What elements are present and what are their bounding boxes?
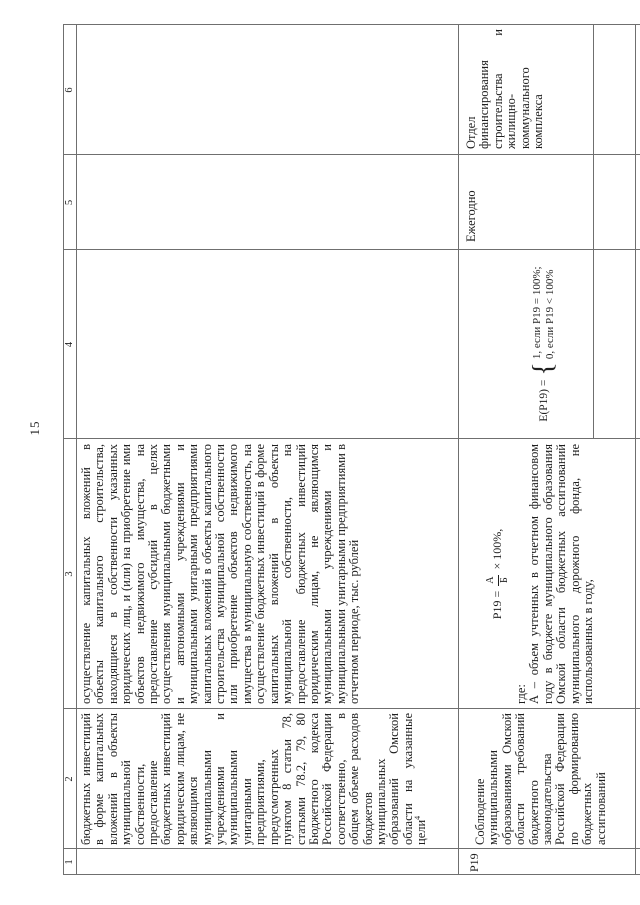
- table-grid-line-col2-col3: [63, 708, 640, 709]
- formula-where-label: где:: [514, 684, 528, 704]
- evaluation-case-1: 1, если Р19 = 100%;: [530, 266, 543, 360]
- table-header-cell-2: 2: [64, 776, 75, 782]
- table-grid-line-col1-col2: [63, 848, 640, 849]
- table-grid-line-col-left: [63, 874, 640, 875]
- row2-evaluation-formula-cell: [459, 250, 593, 438]
- table-grid-line-page-cut: [635, 24, 636, 875]
- curly-brace: {: [528, 362, 560, 376]
- table-header-cell-5: 5: [64, 199, 75, 206]
- fraction-denominator: Б: [498, 577, 510, 584]
- page-number: 15: [27, 420, 42, 436]
- formula-rhs: × 100%,: [489, 528, 504, 570]
- row1-indicator-name-text: бюджетных инвестиций в форме капитальных вложений в объекты муниципальной собственности, предоставление бюджетных инвестиций юридическим лицам, не являющимся муниципальными учреждениями и муниципальными унитарными предприятиями, предусмотренных пунктом 8 статьи 78, статьями 78.2, 79, 80 Бюджетного кодекса Российской Федерации соответственно, в общем объеме расходов бюджетов муниципальных образований Омской области на указанные цели: [79, 713, 429, 845]
- row2-department-cell: Отдел финансирования строительства и жилищно-коммунального комплекса: [464, 29, 546, 149]
- table-grid-line-header-bottom: [76, 24, 77, 875]
- evaluation-case-2: 0, если Р19 < 100%: [544, 269, 556, 360]
- evaluation-cases: [531, 266, 558, 359]
- table-header-cell-4: 4: [64, 341, 75, 348]
- row2-frequency-cell: Ежегодно: [464, 190, 478, 242]
- table-header-cell-6: 6: [64, 87, 75, 93]
- evaluation-formula-lhs: Е(Р19) =: [538, 379, 550, 422]
- table-grid-line-col-right: [63, 24, 640, 25]
- table-grid-line-col3-col4: [63, 438, 640, 439]
- table-header-cell-3: 3: [64, 571, 75, 577]
- table-grid-line-col5-col6: [63, 154, 640, 155]
- fraction-numerator: А: [486, 575, 499, 586]
- table-grid-line-row-separator: [458, 24, 459, 875]
- row1-description-cell: осуществление капитальных вложений в объекты капитального строительства, находящиеся в собственности указанных юридических лиц, и (или) на приобретение ими объектов недвижимого имущества, на предоставление субсидий в целях осуществления муниципальными бюджетными и автономными учреждениями и муниципальными унитарными предприятиями капитальных вложений в объекты капитального строительства муниципальной собственности или приобретение объектов недвижимого имущества в муниципальную собственность, на осуществление бюджетных инвестиций в форме капитальных вложений в объекты муниципальной собственности, на предоставление бюджетных инвестиций юридическим лицам, не являющимся муниципальными учреждениями и муниципальными унитарными предприятиями в отчетном периоде, тыс. рублей: [79, 444, 362, 704]
- formula-variable-description: А – объем учтенных в отчетном финансовом году в бюджете муниципального образования Омской области бюджетных ассигнований муниципального дорожного фонда, не использованных в году,: [527, 444, 596, 704]
- row2-indicator-id: Р19: [467, 853, 481, 872]
- footnote-marker: 4: [413, 815, 422, 820]
- row1-indicator-name-cell: [80, 713, 429, 845]
- table-header-cell-1: 1: [64, 859, 75, 865]
- table-grid-line-row2-end-cols4-6: [593, 24, 594, 439]
- p19-calculation-formula: [486, 444, 510, 704]
- row2-description-cell: [470, 444, 595, 704]
- row2-indicator-name-cell: Соблюдение муниципальными образованиями Омской области требований бюджетного законодательства Российской Федерации по формированию бюджетных ассигнований: [473, 713, 608, 845]
- formula-fraction: [486, 575, 510, 586]
- formula-lhs: Р19 =: [489, 590, 504, 620]
